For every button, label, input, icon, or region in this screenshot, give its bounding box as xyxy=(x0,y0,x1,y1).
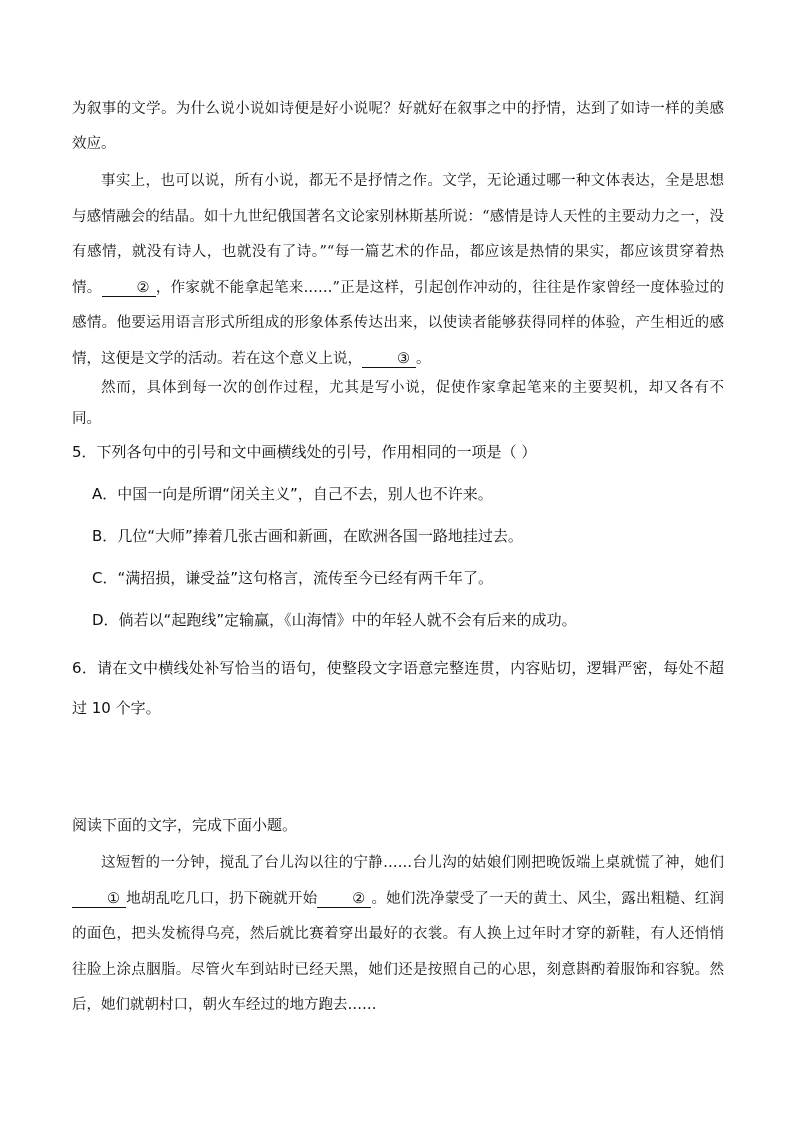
question-6-text: 6．请在文中横线处补写恰当的语句，使整段文字语意完整连贯，内容贴切，逻辑严密，每处不超过 10 个字。 xyxy=(72,659,724,717)
passage-one-text-3: 然而，具体到每一次的创作过程，尤其是写小说，促使作家拿起笔来的主要契机，却又各有不同。 xyxy=(72,380,724,427)
blank-three: ③ xyxy=(362,352,416,369)
question-5-option-b[interactable] xyxy=(92,523,724,549)
option-c-text: C．“满招损，谦受益”这句格言，流传至今已经有两千年了。 xyxy=(92,569,494,587)
passage-one-text-2 xyxy=(72,164,724,377)
option-a-text: A．中国一向是所谓“闭关主义”，自己不去，别人也不许来。 xyxy=(92,485,493,503)
question-5-stem xyxy=(72,439,724,465)
passage-one-paragraph-2 xyxy=(72,164,724,377)
question-5-option-a[interactable] xyxy=(92,481,724,507)
passage-one-text-2a: 事实上，也可以说，所有小说，都无不是抒情之作。文学，无论通过哪一种文体表达，全是思想与感情融会的结晶。如十九世纪俄国著名文论家别林斯基所说：“感情是诗人天性的主要动力之一，没有感情，就没有诗人，也就没有了诗。”“每一篇艺术的作品，都应该是热情的果实，都应该贯穿着热情。 xyxy=(72,173,724,296)
reading-two-intro-text: 阅读下面的文字，完成下面小题。 xyxy=(72,816,298,834)
option-b-text: B．几位“大师”捧着几张古画和新画，在欧洲各国一路地挂过去。 xyxy=(92,527,523,545)
reading-two-text-c: 。她们洗净蒙受了一天的黄土、风尘，露出粗糙、红润的面色，把头发梳得乌亮，然后就比赛着穿出最好的衣裳。有人换上过年时才穿的新鞋，有人还悄悄往脸上涂点胭脂。尽管火车到站时已经天黑，她们还是按照自己的心思，刻意斟酌着服饰和容貌。然后，她们就朝村口，朝火车经过的地方跑去…… xyxy=(72,890,725,1013)
reading-two-text xyxy=(72,846,724,1024)
question-5-option-d[interactable] xyxy=(92,607,724,633)
reading-two-text-b: 地胡乱吃几口，扔下碗就开始 xyxy=(126,890,318,907)
reading-two-text-a: 这短暂的一分钟，搅乱了台儿沟以往的宁静……台儿沟的姑娘们刚把晚饭端上桌就慌了神，她们 xyxy=(101,855,724,871)
option-d-text: D．倘若以“起跑线”定输赢，《山海情》中的年轻人就不会有后来的成功。 xyxy=(92,611,577,629)
passage-one-text-2c: 。 xyxy=(416,350,431,367)
passage-one-paragraph-1 xyxy=(72,92,724,162)
reading-two-blank-one: ① xyxy=(72,892,126,909)
passage-one-paragraph-3 xyxy=(72,373,724,435)
question-6-stem xyxy=(72,648,724,728)
blank-two: ② xyxy=(102,281,156,298)
passage-one-text-2b: ，作家就不能拿起笔来……”正是这样，引起创作冲动的，往往是作家曾经一度体验过的感情。他要运用语言形式所组成的形象体系传达出来，以使读者能够获得同样的体验，产生相近的感情，这便是文学的活动。若在这个意义上说， xyxy=(72,279,724,367)
question-5-text: 5．下列各句中的引号和文中画横线处的引号，作用相同的一项是（ ） xyxy=(72,443,537,461)
question-5-option-c[interactable] xyxy=(92,565,724,591)
passage-one-text-1: 为叙事的文学。为什么说小说如诗便是好小说呢？好就好在叙事之中的抒情，达到了如诗一样的美感效应。 xyxy=(72,101,724,152)
reading-two-intro xyxy=(72,812,724,838)
reading-two-blank-two: ② xyxy=(317,892,371,909)
reading-two-paragraph xyxy=(72,846,724,1024)
